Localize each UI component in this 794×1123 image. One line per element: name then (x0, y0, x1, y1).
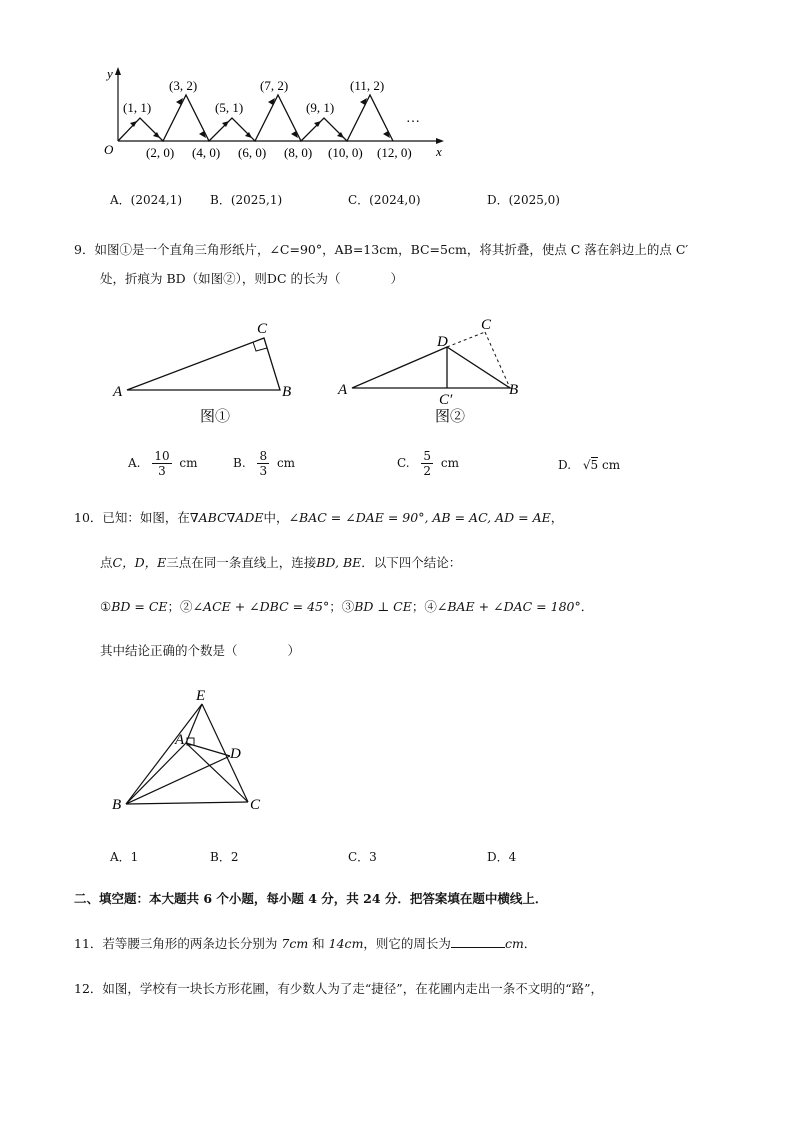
q11-length-2: 14cm (328, 936, 364, 951)
q10-conditions: ∠BAC = ∠DAE = 90°, AB = AC, AD = AE (288, 510, 551, 525)
sqrt-icon: √ (582, 458, 591, 472)
fig1-label-B: B (282, 384, 292, 400)
peak-label: (11, 2) (350, 78, 385, 93)
q10-line2-text: 点 (100, 555, 113, 570)
q9-d-radicand: 5 (590, 458, 599, 472)
q10-line1-text: 10．已知：如图，在 (74, 510, 190, 525)
q9-option-c-label: C. (397, 456, 410, 470)
q9-option-a[interactable] (128, 449, 198, 478)
q8-option-a[interactable]: A．(2024,1) (110, 193, 183, 207)
base-label: (2, 0) (146, 145, 175, 160)
q9-stem-line2: 处，折痕为 BD（如图②），则DC 的长为（ ） (100, 271, 403, 286)
peak-label: (9, 1) (306, 100, 335, 115)
q9-option-b[interactable] (233, 449, 295, 478)
q10-label-D: D (230, 746, 241, 762)
base-label: (4, 0) (192, 145, 221, 160)
q10-figure (108, 688, 268, 818)
q10-c1-num: ① (100, 599, 112, 614)
q9-option-b-label: B. (233, 456, 246, 470)
q9-c-numerator: 5 (423, 449, 432, 463)
fig1-label-C: C (257, 321, 268, 337)
base-label: (12, 0) (377, 145, 412, 160)
q10-c3-num: ；③ (329, 599, 355, 614)
q10-conclusion-2: ∠ACE + ∠DBC = 45° (192, 599, 330, 614)
q8-option-b[interactable]: B．(2025,1) (210, 193, 283, 207)
q10-c4-num: ；④ (411, 599, 437, 614)
q8-option-c[interactable]: C．(2024,0) (348, 193, 421, 207)
q10-stem-line3 (100, 598, 593, 616)
q10-conclusion-3: BD ⊥ CE (354, 599, 412, 614)
q9-c-denominator: 2 (423, 464, 432, 478)
q10-label-E: E (196, 688, 206, 704)
q10-stem-line1 (74, 509, 563, 527)
fig2-label-A: A (338, 382, 348, 398)
fig1-caption: 图① (200, 409, 231, 425)
q9-b-denominator: 3 (259, 464, 268, 478)
base-label: (10, 0) (328, 145, 363, 160)
fig2-caption: 图② (435, 409, 466, 425)
q9-b-unit: cm (276, 456, 296, 470)
q10-option-c[interactable]: C．3 (348, 850, 377, 864)
q10-conclusion-1: BD = CE (111, 599, 168, 614)
q9-stem-line1: 9．如图①是一个直角三角形纸片，∠C=90°，AB=13cm，BC=5cm，将其折叠，使点 C 落在斜边上的点 C′ (74, 242, 689, 257)
q10-triangles: ∇ABC∇ADE (189, 510, 264, 525)
q10-line3-end: ． (580, 599, 594, 614)
q9-a-numerator: 10 (154, 449, 170, 463)
q9-option-d[interactable] (558, 458, 620, 472)
q8-option-d[interactable]: D．(2025,0) (487, 193, 560, 207)
q10-segments: BD, BE (316, 555, 362, 570)
base-label: (6, 0) (238, 145, 267, 160)
fig2-label-Cprime: C′ (439, 392, 453, 408)
q9-b-numerator: 8 (259, 449, 268, 463)
peak-label: (7, 2) (260, 78, 289, 93)
fig2-label-C: C (481, 317, 492, 333)
q10-c2-num: ；② (167, 599, 193, 614)
q9-option-d-label: D. (558, 458, 572, 472)
q10-stem-line4: 其中结论正确的个数是（ ） (100, 643, 301, 658)
q11-end: ． (523, 936, 537, 951)
q10-line2-text3: ．以下四个结论： (361, 555, 462, 570)
x-axis-label: x (436, 144, 442, 159)
fig1-label-A: A (113, 384, 123, 400)
fig2-label-B: B (509, 382, 519, 398)
q10-option-a[interactable]: A．1 (110, 850, 139, 864)
q10-line2-text2: 三点在同一条直线上，连接 (166, 555, 317, 570)
q11-text-a: 11．若等腰三角形的两条边长分别为 (74, 936, 282, 951)
q10-label-B: B (112, 797, 122, 813)
q11-text-e: ，则它的周长为 (363, 936, 451, 951)
q10-label-C: C (250, 797, 261, 813)
q11-length-1: 7cm (281, 936, 309, 951)
q11-text-c: 和 (308, 936, 329, 951)
q11-stem (74, 935, 536, 953)
origin-label: O (104, 142, 114, 157)
q8-zigzag-graph (96, 60, 456, 170)
q9-figure-1 (110, 315, 310, 430)
q10-option-b[interactable]: B．2 (210, 850, 239, 864)
q10-option-d[interactable]: D．4 (487, 850, 517, 864)
peak-label: (3, 2) (169, 78, 198, 93)
q12-stem-line1: 12．如图，学校有一块长方形花圃，有少数人为了走“捷径”，在花圃内走出一条不文明的“路”， (74, 981, 603, 996)
q9-figure-2 (335, 312, 535, 432)
q9-a-denominator: 3 (158, 464, 166, 478)
q9-option-c[interactable] (397, 449, 459, 478)
q10-line1-text3: ， (550, 510, 564, 525)
q10-conclusion-4: ∠BAE + ∠DAC = 180° (436, 599, 581, 614)
q10-line1-text2: 中， (263, 510, 289, 525)
y-axis-label: y (107, 66, 113, 81)
q10-stem-line2 (100, 554, 461, 572)
q10-label-A: A (175, 732, 185, 748)
ellipsis: … (406, 111, 420, 126)
base-label: (8, 0) (284, 145, 313, 160)
q9-c-unit: cm (440, 456, 459, 470)
q10-points: C，D，E (112, 555, 167, 570)
q9-d-unit: cm (601, 458, 621, 472)
section-heading: 二、填空题：本大题共 6 个小题，每小题 4 分，共 24 分．把答案填在题中横线上． (74, 891, 548, 906)
q11-answer-blank[interactable] (451, 935, 505, 948)
q9-a-unit: cm (179, 456, 198, 470)
q9-option-a-label: A. (128, 456, 141, 470)
peak-label: (5, 1) (215, 100, 244, 115)
fig2-label-D: D (437, 334, 448, 350)
q11-unit: cm (504, 936, 524, 951)
peak-label: (1, 1) (123, 100, 152, 115)
